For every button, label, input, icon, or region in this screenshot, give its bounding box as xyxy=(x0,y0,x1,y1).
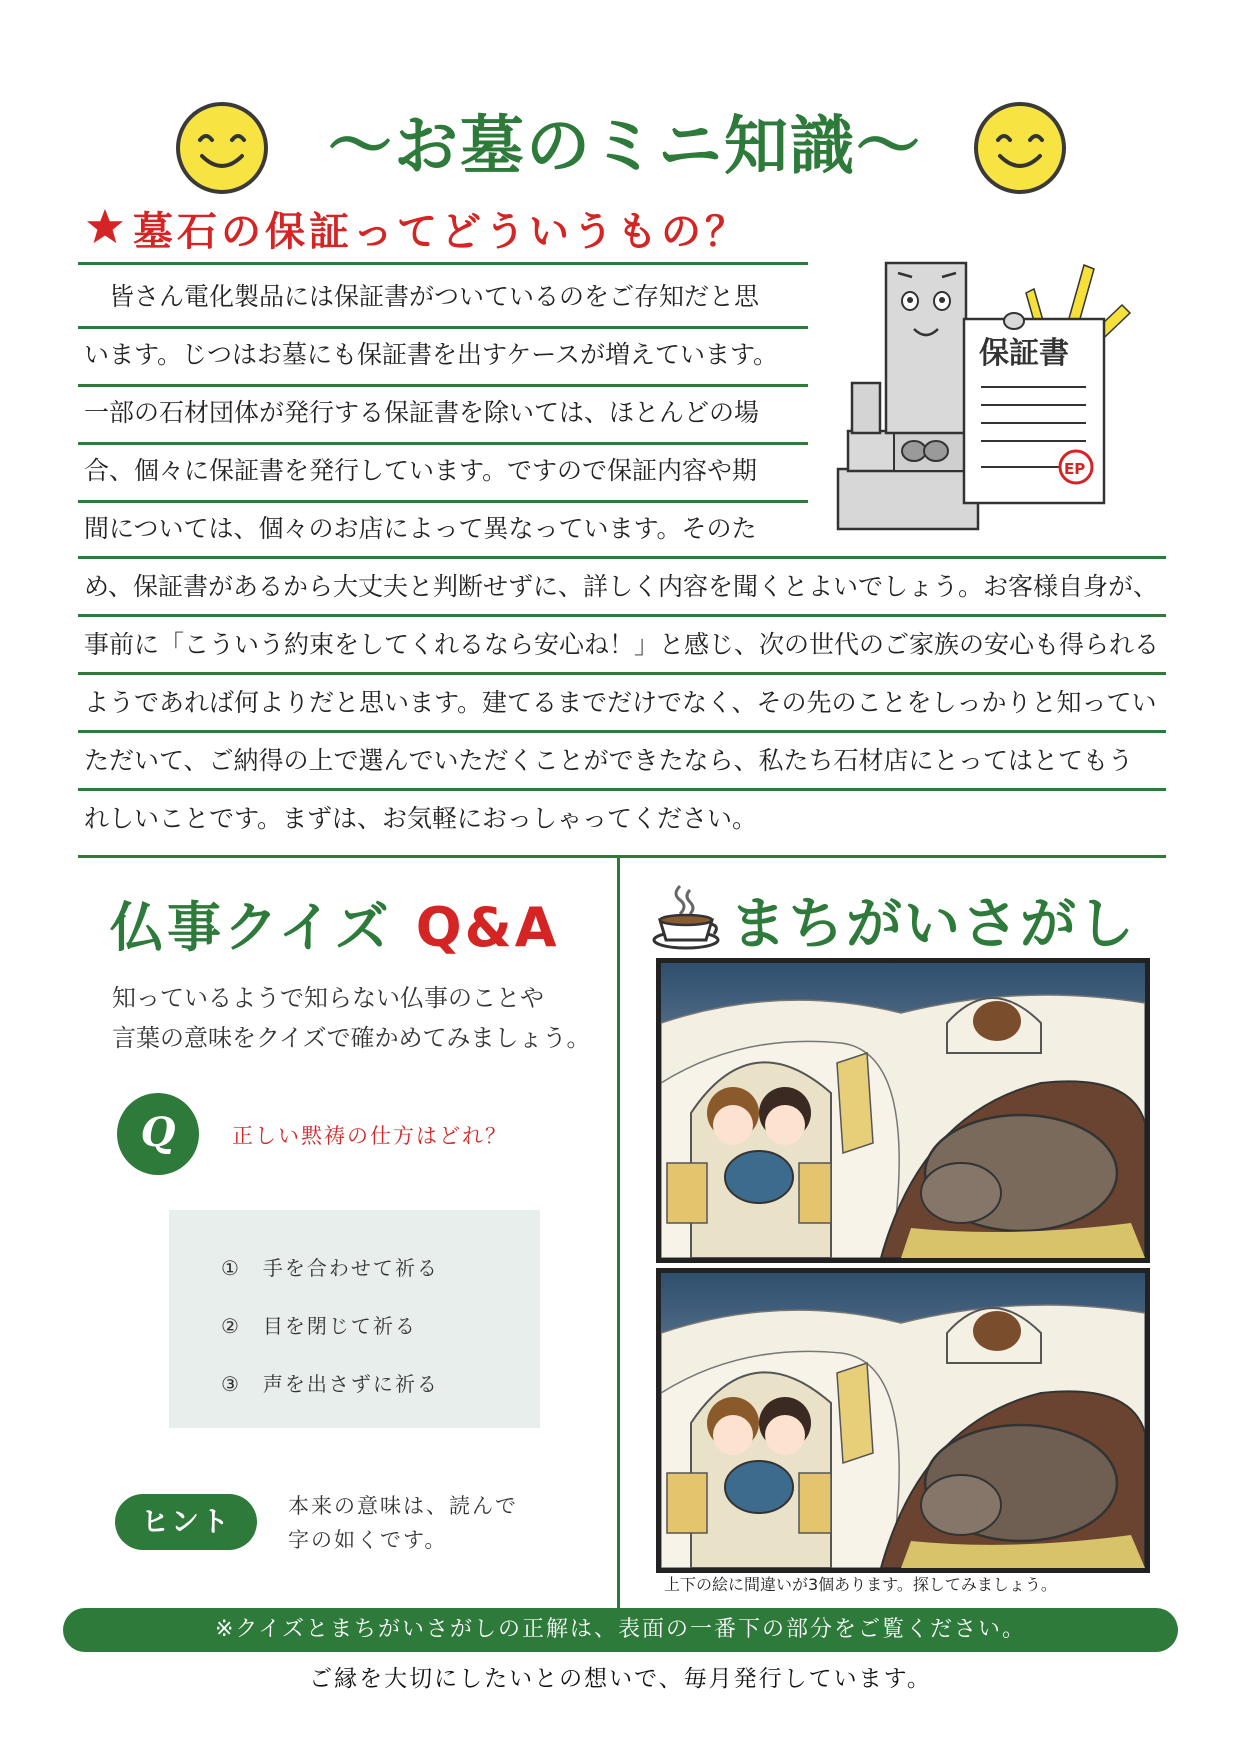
star-icon xyxy=(86,207,124,245)
hint-line-2: 字の如くです。 xyxy=(288,1528,448,1552)
article-line-6: め、保証書があるから大丈夫と判断せずに、詳しく内容を聞くとよいでしょう。お客様自身が、 xyxy=(84,572,1159,601)
rule-line xyxy=(78,262,808,265)
article-line-2: います。じつはお墓にも保証書を出すケースが増えています。 xyxy=(84,340,779,369)
choice-3: ③ 声を出さずに祈る xyxy=(221,1372,439,1396)
hint-line-1: 本来の意味は、読んで xyxy=(288,1494,518,1518)
spot-difference-caption: 上下の絵に間違いが3個あります。探してみましょう。 xyxy=(664,1575,1057,1594)
choices-box xyxy=(169,1210,540,1428)
article-heading: 墓石の保証ってどういうもの？ xyxy=(133,209,749,255)
question-badge: Q xyxy=(117,1093,199,1175)
quiz-intro-line-1: 知っているようで知らない仏事のことや xyxy=(112,984,544,1012)
snow-cave-illustration-bottom xyxy=(661,1273,1145,1568)
article-line-10: れしいことです。まずは、お気軽におっしゃってください。 xyxy=(84,804,758,833)
spot-difference-image-top xyxy=(656,958,1150,1263)
smiley-face-icon-right xyxy=(970,98,1070,198)
quiz-title xyxy=(110,885,560,962)
stamp-label: EP xyxy=(1064,460,1086,478)
article-line-9: ただいて、ご納得の上で選んでいただくことができたなら、私たち石材店にとってはとてもう xyxy=(84,746,1134,775)
quiz-question: 正しい黙祷の仕方はどれ？ xyxy=(232,1124,508,1148)
page-title: ～お墓のミニ知識～ xyxy=(328,110,922,184)
answer-notice-bar: ※クイズとまちがいさがしの正解は、表面の一番下の部分をご覧ください。 xyxy=(63,1608,1178,1652)
article-line-5: 間については、個々のお店によって異なっています。そのた xyxy=(84,514,757,543)
choice-2: ② 目を閉じて祈る xyxy=(221,1314,417,1338)
article-line-4: 合、個々に保証書を発行しています。ですので保証内容や期 xyxy=(84,456,758,485)
hint-badge: ヒント xyxy=(115,1494,257,1550)
snow-cave-illustration-top xyxy=(661,963,1145,1258)
column-divider xyxy=(617,858,620,1608)
footer-note: ご縁を大切にしたいとの想いで、毎月発行しています。 xyxy=(309,1666,932,1692)
spot-difference-title: まちがいさがし xyxy=(730,892,1136,957)
quiz-intro xyxy=(112,978,591,1058)
article-line-3: 一部の石材団体が発行する保証書を除いては、ほとんどの場 xyxy=(84,398,760,427)
rule-line xyxy=(78,855,1166,858)
article-line-8: ようであれば何よりだと思います。建てるまでだけでなく、その先のことをしっかりと知ってい xyxy=(84,688,1157,717)
article-line-7: 事前に「こういう約束をしてくれるなら安心ね！」と感じ、次の世代のご家族の安心も得られる xyxy=(84,630,1160,659)
smiley-face-icon-left xyxy=(172,98,272,198)
spot-difference-image-bottom xyxy=(656,1268,1150,1573)
choice-1: ① 手を合わせて祈る xyxy=(221,1256,439,1280)
gravestone-certificate-illustration xyxy=(836,255,1156,535)
quiz-intro-line-2: 言葉の意味をクイズで確かめてみましょう。 xyxy=(112,1024,591,1052)
certificate-label: 保証書 xyxy=(979,336,1069,371)
quiz-title-qa: Q&A xyxy=(415,896,560,959)
quiz-title-main: 仏事クイズ xyxy=(110,896,392,959)
article-line-1: 皆さん電化製品には保証書がついているのをご存知だと思 xyxy=(84,282,760,311)
coffee-cup-icon xyxy=(650,882,720,952)
hint-text xyxy=(288,1489,518,1557)
